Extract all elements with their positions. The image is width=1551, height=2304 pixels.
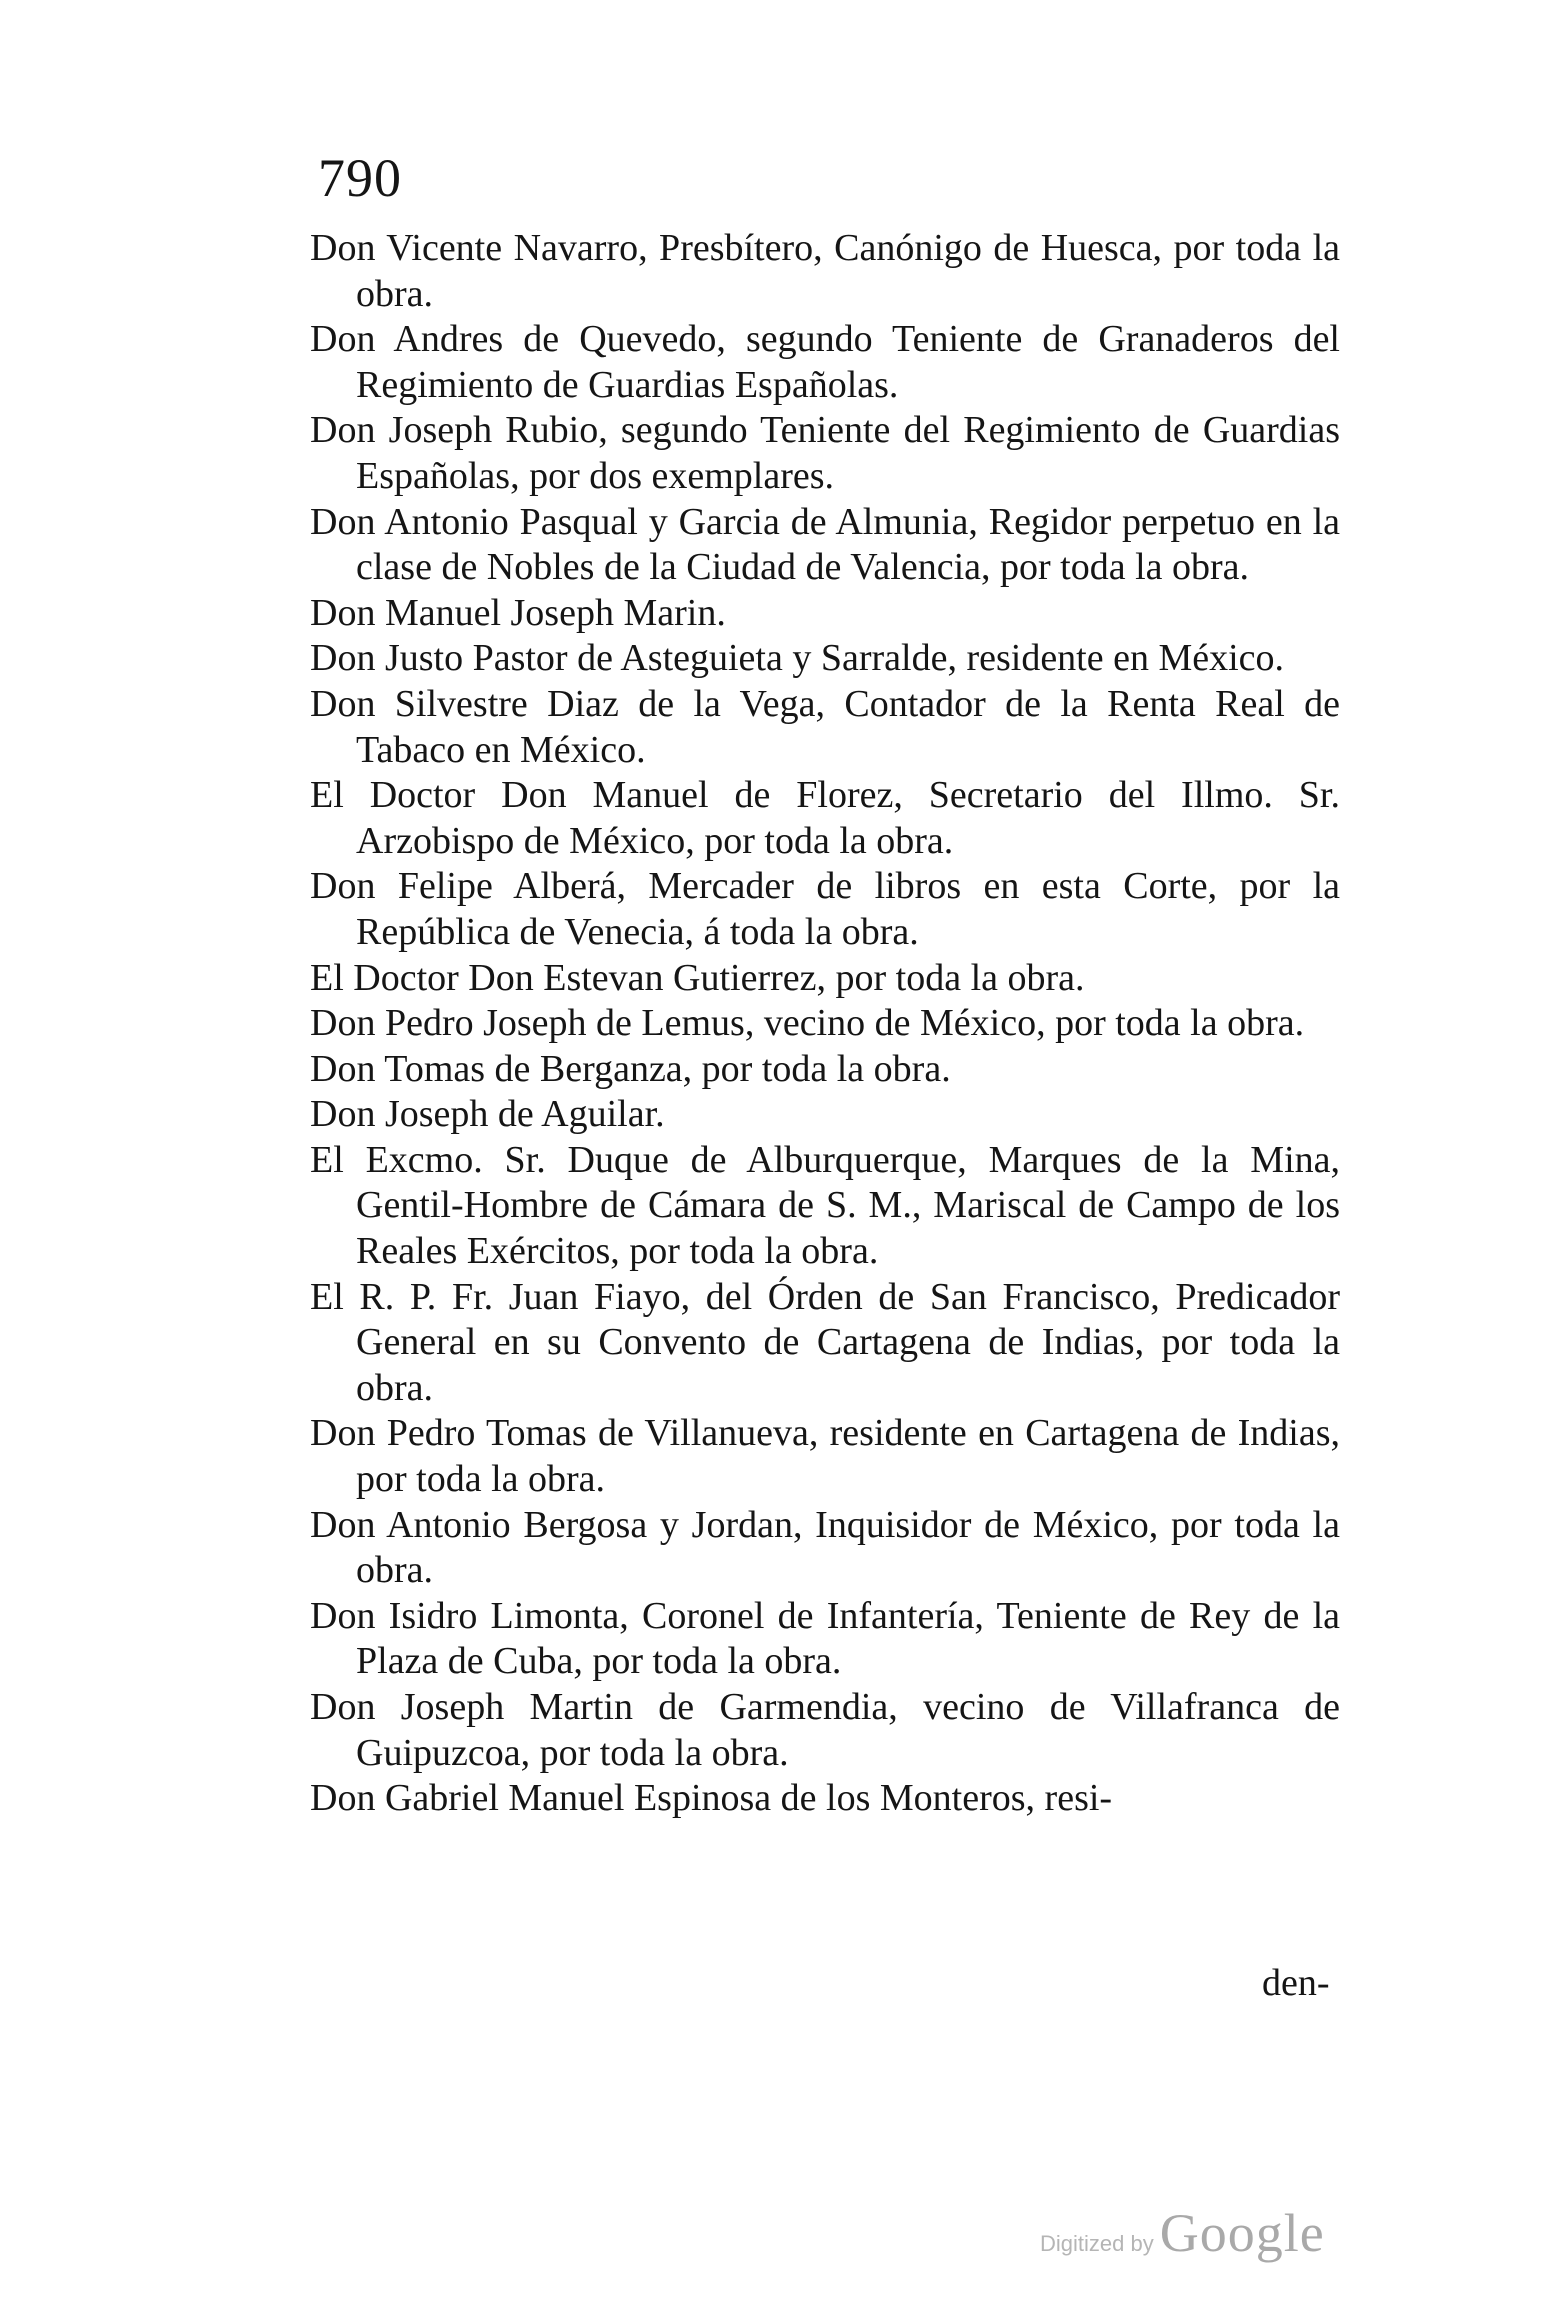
subscriber-entry: Don Tomas de Berganza, por toda la obra. (310, 1047, 951, 1090)
subscriber-entry: El Doctor Don Manuel de Florez, Secretario del Illmo. Sr. Arzobispo de México, por toda la obra. (310, 774, 1340, 862)
subscriber-entry: Don Pedro Joseph de Lemus, vecino de México, por toda la obra. (310, 1002, 1305, 1045)
subscriber-entry: Don Antonio Pasqual y Garcia de Almunia, Regidor perpetuo en la clase de Nobles de la Ciudad de Valencia, por toda la obra. (310, 500, 1340, 589)
subscriber-entry: El Excmo. Sr. Duque de Alburquerque, Marques de la Mina, Gentil-Hombre de Cámara de S. M., Mariscal de Campo de los Reales Exércitos, por toda la obra. (310, 1138, 1340, 1273)
subscriber-list (310, 226, 1340, 1822)
subscriber-entry: Don Isidro Limonta, Coronel de Infantería, Teniente de Rey de la Plaza de Cuba, por toda la obra. (310, 1594, 1340, 1683)
subscriber-entry: Don Silvestre Diaz de la Vega, Contador de la Renta Real de Tabaco en México. (310, 682, 1340, 771)
subscriber-entry: El R. P. Fr. Juan Fiayo, del Órden de San Francisco, Predicador General en su Convento de Cartagena de Indias, por toda la obra. (310, 1275, 1340, 1409)
subscriber-entry: Don Joseph Martin de Garmendia, vecino de Villafranca de Guipuzcoa, por toda la obra. (310, 1686, 1340, 1774)
subscriber-entry: Don Justo Pastor de Asteguieta y Sarralde, residente en México. (310, 637, 1285, 680)
watermark-prefix: Digitized by (1040, 2231, 1154, 2256)
subscriber-entry: Don Manuel Joseph Marin. (310, 591, 726, 634)
subscriber-entry: Don Gabriel Manuel Espinosa de los Monteros, resi- (310, 1777, 1113, 1820)
subscriber-entry: Don Joseph de Aguilar. (310, 1093, 665, 1136)
subscriber-entry: El Doctor Don Estevan Gutierrez, por toda la obra. (310, 956, 1085, 999)
watermark-brand: Google (1159, 2203, 1325, 2263)
page-number: 790 (318, 148, 402, 208)
subscriber-entry: Don Pedro Tomas de Villanueva, residente en Cartagena de Indias, por toda la obra. (310, 1412, 1340, 1501)
subscriber-entry: Don Joseph Rubio, segundo Teniente del Regimiento de Guardias Españolas, por dos exemplares. (310, 409, 1340, 497)
subscriber-entry: Don Antonio Bergosa y Jordan, Inquisidor de México, por toda la obra. (310, 1503, 1340, 1592)
catchword: den- (1262, 1962, 1330, 2004)
digitization-watermark (1040, 2202, 1325, 2264)
subscriber-entry: Don Felipe Alberá, Mercader de libros en esta Corte, por la República de Venecia, á toda la obra. (310, 865, 1340, 953)
subscriber-entry: Don Vicente Navarro, Presbítero, Canónigo de Huesca, por toda la obra. (310, 227, 1340, 315)
subscriber-entry: Don Andres de Quevedo, segundo Teniente de Granaderos del Regimiento de Guardias Españolas. (310, 318, 1340, 406)
